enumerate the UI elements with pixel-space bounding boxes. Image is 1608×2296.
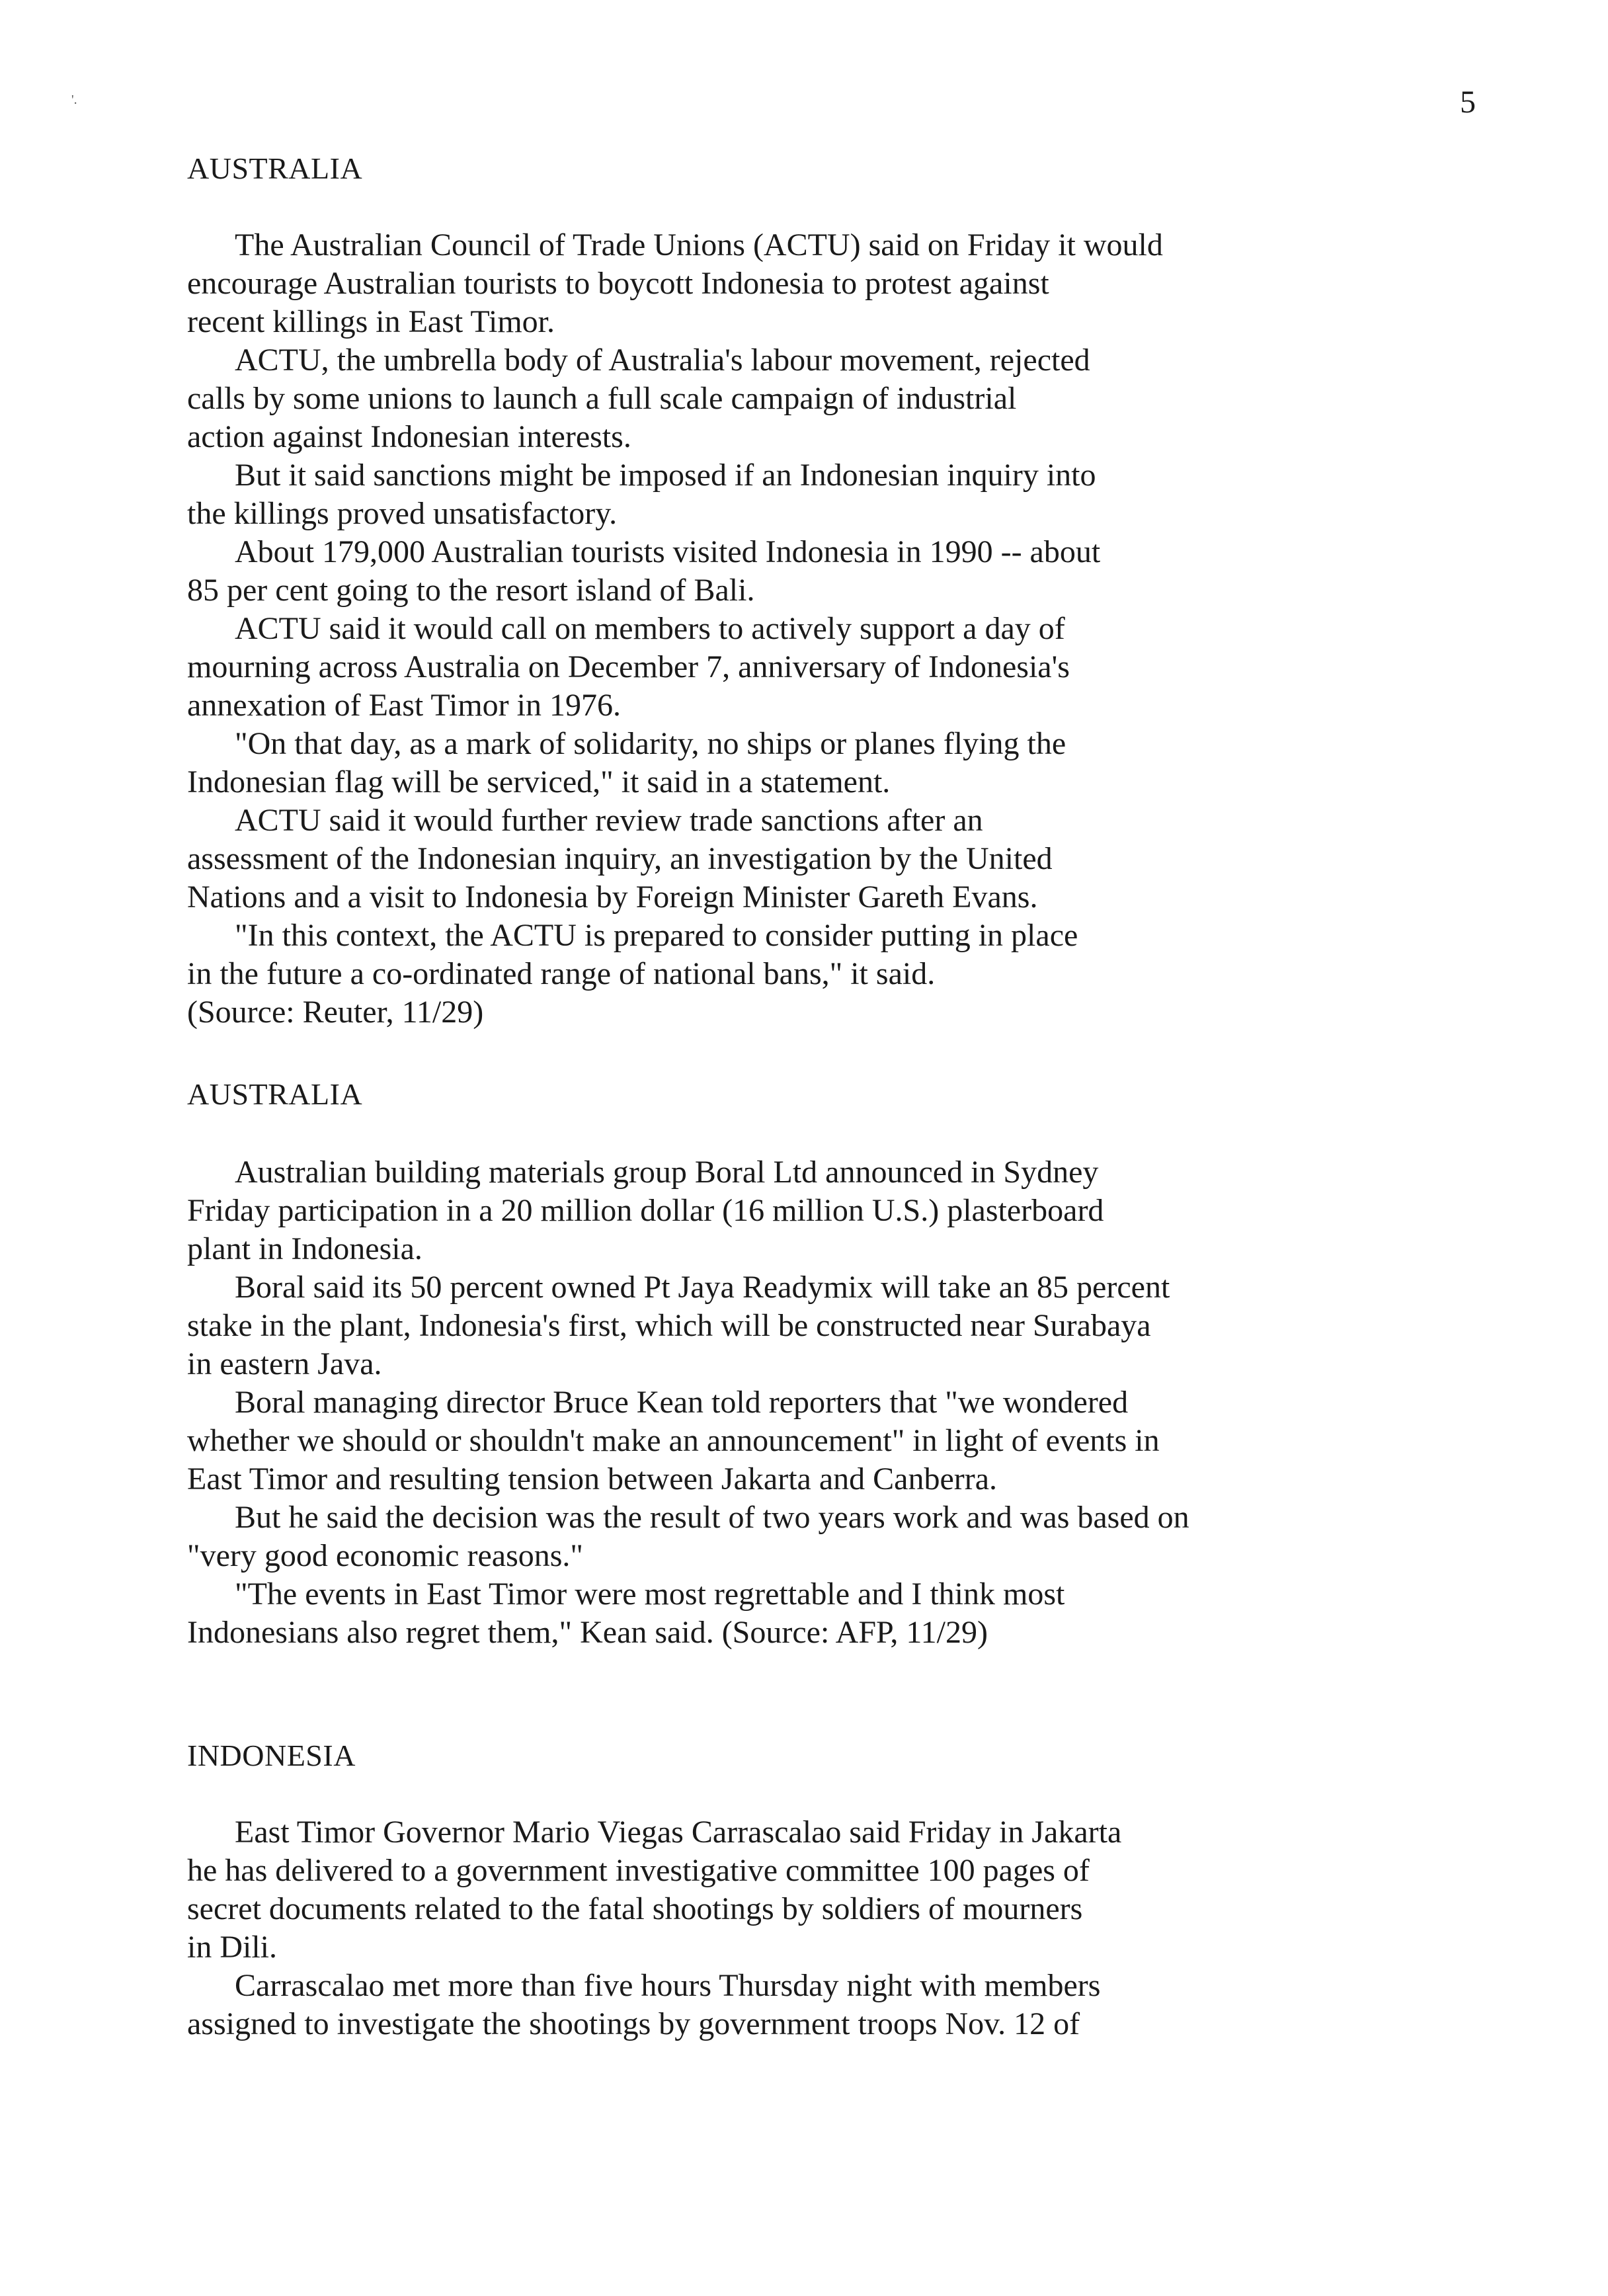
section-heading-australia-2: AUSTRALIA [187, 1077, 363, 1111]
article-carrascalao-documents [187, 1813, 1351, 2043]
article-actu-boycott [187, 226, 1351, 1032]
paragraph: Carrascalao met more than five hours Thursday night with members assigned to investigate the shootings by government troops Nov. 12 of [187, 1968, 1101, 2041]
paragraph: Boral managing director Bruce Kean told reporters that "we wondered whether we should or shouldn't make an announcement" in light of events in East Timor and resulting tension between Jakarta and Canberra. [187, 1385, 1160, 1496]
speck-mark: '. [71, 93, 77, 107]
article-boral-plant [187, 1153, 1351, 1652]
source-citation: (Source: Reuter, 11/29) [187, 995, 484, 1030]
paragraph: About 179,000 Australian tourists visited Indonesia in 1990 -- about 85 per cent going to the resort island of Bali. [187, 534, 1101, 608]
paragraph: ACTU said it would call on members to actively support a day of mourning across Australia on December 7, anniversary of Indonesia's annexation of East Timor in 1976. [187, 611, 1070, 723]
page-number: 5 [1460, 85, 1476, 120]
paragraph: "The events in East Timor were most regrettable and I think most Indonesians also regret them," Kean said. (Source: AFP, 11/29) [187, 1577, 1065, 1650]
paragraph: ACTU said it would further review trade sanctions after an assessment of the Indonesian inquiry, an investigation by the United Nations and a visit to Indonesia by Foreign Minister Gareth Evans. [187, 803, 1053, 915]
paragraph: Australian building materials group Boral Ltd announced in Sydney Friday participation in a 20 million dollar (16 million U.S.) plasterboard plant in Indonesia. [187, 1155, 1104, 1266]
section-heading-indonesia: INDONESIA [187, 1739, 356, 1772]
paragraph: "On that day, as a mark of solidarity, no ships or planes flying the Indonesian flag will be serviced," it said in a statement. [187, 726, 1066, 800]
paragraph: Boral said its 50 percent owned Pt Jaya Readymix will take an 85 percent stake in the plant, Indonesia's first, which will be constructed near Surabaya in eastern Java. [187, 1270, 1170, 1381]
paragraph: "In this context, the ACTU is prepared to consider putting in place in the future a co-ordinated range of national bans," it said. [187, 918, 1078, 991]
section-heading-australia-1: AUSTRALIA [187, 151, 363, 185]
paragraph: But he said the decision was the result of two years work and was based on "very good economic reasons." [187, 1500, 1189, 1573]
paragraph: But it said sanctions might be imposed if an Indonesian inquiry into the killings proved unsatisfactory. [187, 458, 1096, 531]
paragraph: ACTU, the umbrella body of Australia's labour movement, rejected calls by some unions to launch a full scale campaign of industrial action against Indonesian interests. [187, 343, 1090, 454]
paragraph: The Australian Council of Trade Unions (ACTU) said on Friday it would encourage Australian tourists to boycott Indonesia to protest against recent killings in East Timor. [187, 227, 1163, 339]
paragraph: East Timor Governor Mario Viegas Carrascalao said Friday in Jakarta he has delivered to a government investigative committee 100 pages of secret documents related to the fatal shootings by soldiers of mourners in Dili. [187, 1815, 1122, 1965]
